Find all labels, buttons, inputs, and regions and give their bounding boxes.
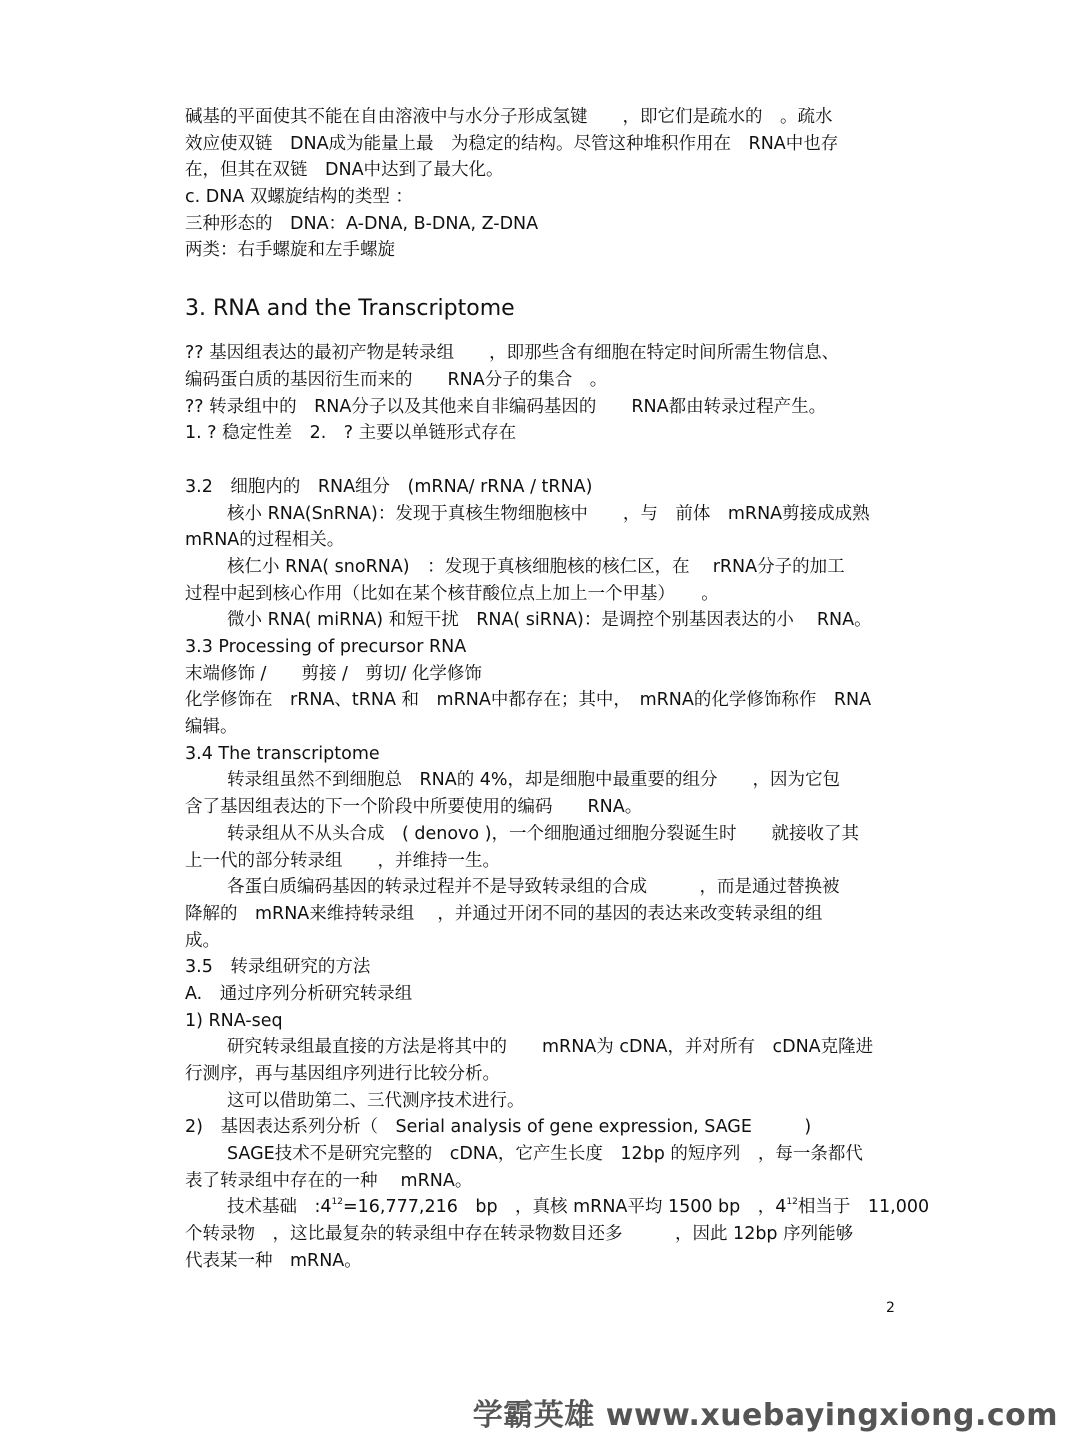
text-line: c. DNA 双螺旋结构的类型 ： — [185, 187, 413, 208]
text-line: 编辑。 — [185, 717, 238, 738]
text-line: 研究转录组最直接的方法是将其中的 mRNA为 cDNA，并对所有 cDNA克隆进 — [227, 1037, 874, 1058]
page-content — [185, 104, 930, 1275]
text-line: 转录组虽然不到细胞总 RNA的 4%，却是细胞中最重要的组分 ，因为它包 — [227, 770, 841, 791]
text-line: 行测序，再与基因组序列进行比较分析。 — [185, 1064, 500, 1084]
text-line: 碱基的平面使其不能在自由溶液中与水分子形成氢键 ，即它们是疏水的 。疏水 — [185, 107, 833, 127]
text-line: 1) RNA-seq — [185, 1010, 283, 1031]
tech-basis-label: 技术基础 :4 — [227, 1197, 332, 1218]
text-line: 效应使双链 DNA成为能量上最 为稳定的结构。尽管这种堆积作用在 RNA中也存 — [185, 133, 839, 154]
paragraph-gap — [185, 447, 905, 474]
text-line: 末端修饰 / 剪接 / 剪切/ 化学修饰 — [185, 663, 482, 684]
tech-basis-tail: 相当于 11,000 — [797, 1197, 930, 1218]
section-heading: 3. RNA and the Transcriptome — [185, 296, 515, 322]
text-line: 上一代的部分转录组 ，并维持一生。 — [185, 850, 500, 871]
exponent: 12 — [786, 1197, 798, 1208]
subheading: 3.4 The transcriptome — [185, 743, 380, 764]
text-line: 在，但其在双链 DNA中达到了最大化。 — [185, 160, 504, 181]
text-line: 这可以借助第二、三代测序技术进行。 — [227, 1090, 525, 1111]
text-line: 过程中起到核心作用（比如在某个核苷酸位点上加上一个甲基） 。 — [185, 583, 719, 604]
subheading: 3.5 转录组研究的方法 — [185, 957, 371, 978]
text-line: 2) 基因表达系列分析（ Serial analysis of gene expression, SAGE ) — [185, 1117, 812, 1138]
text-line: 个转录物 ，这比最复杂的转录组中存在转录物数目还多 ，因此 12bp 序列能够 — [185, 1224, 854, 1245]
watermark: 学霸英雄 www.xuebayingxiong.com — [472, 1398, 1058, 1433]
text-line: 各蛋白质编码基因的转录过程并不是导致转录组的合成 ，而是通过替换被 — [227, 877, 840, 898]
tech-basis-middle: =16,777,216 bp ，真核 mRNA平均 1500 bp ，4 — [342, 1197, 787, 1218]
text-line: 核仁小 RNA( snoRNA) ：发现于真核细胞核的核仁区，在 rRNA分子的加工 — [227, 556, 845, 577]
text-line: 成。 — [185, 930, 220, 951]
text-line: 微小 RNA( miRNA) 和短干扰 RNA( siRNA)：是调控个别基因表达的小 RNA。 — [227, 610, 872, 631]
text-line: mRNA的过程相关。 — [185, 530, 345, 551]
text-line: 3.2 细胞内的 RNA组分 (mRNA/ rRNA / tRNA) — [185, 476, 593, 497]
page-number: 2 — [886, 1300, 895, 1316]
text-line: ?? 基因组表达的最初产物是转录组 ，即那些含有细胞在特定时间所需生物信息、 — [185, 343, 840, 364]
text-line: 代表某一种 mRNA。 — [185, 1250, 362, 1271]
text-line: 三种形态的 DNA：A-DNA, B-DNA, Z-DNA — [185, 213, 539, 234]
text-line: 核小 RNA(SnRNA)：发现于真核生物细胞核中 ，与 前体 mRNA剪接成成熟 — [227, 503, 870, 524]
text-line: ?? 转录组中的 RNA分子以及其他来自非编码基因的 RNA都由转录过程产生。 — [185, 396, 827, 417]
text-line: 降解的 mRNA来维持转录组 ，并通过开闭不同的基因的表达来改变转录组的组 — [185, 903, 823, 924]
text-line: 表了转录组中存在的一种 mRNA。 — [185, 1170, 473, 1191]
text-line: 编码蛋白质的基因衍生而来的 RNA分子的集合 。 — [185, 369, 608, 390]
text-line: 化学修饰在 rRNA、tRNA 和 mRNA中都存在；其中， mRNA的化学修饰称作 RNA — [185, 690, 872, 711]
text-line: SAGE技术不是研究完整的 cDNA，它产生长度 12bp 的短序列 ，每一条都代 — [227, 1144, 863, 1165]
text-line: 两类：右手螺旋和左手螺旋 — [185, 240, 395, 261]
text-line: 转录组从不从头合成 ( denovo )，一个细胞通过细胞分裂诞生时 就接收了其 — [227, 823, 860, 844]
tech-basis-line — [185, 1194, 930, 1221]
text-line: 含了基因组表达的下一个阶段中所要使用的编码 RNA。 — [185, 797, 643, 818]
subheading: 3.3 Processing of precursor RNA — [185, 637, 467, 657]
text-line: A. 通过序列分析研究转录组 — [185, 983, 413, 1004]
exponent: 12 — [331, 1197, 343, 1208]
text-line: 1. ? 稳定性差 2. ? 主要以单链形式存在 — [185, 423, 517, 444]
